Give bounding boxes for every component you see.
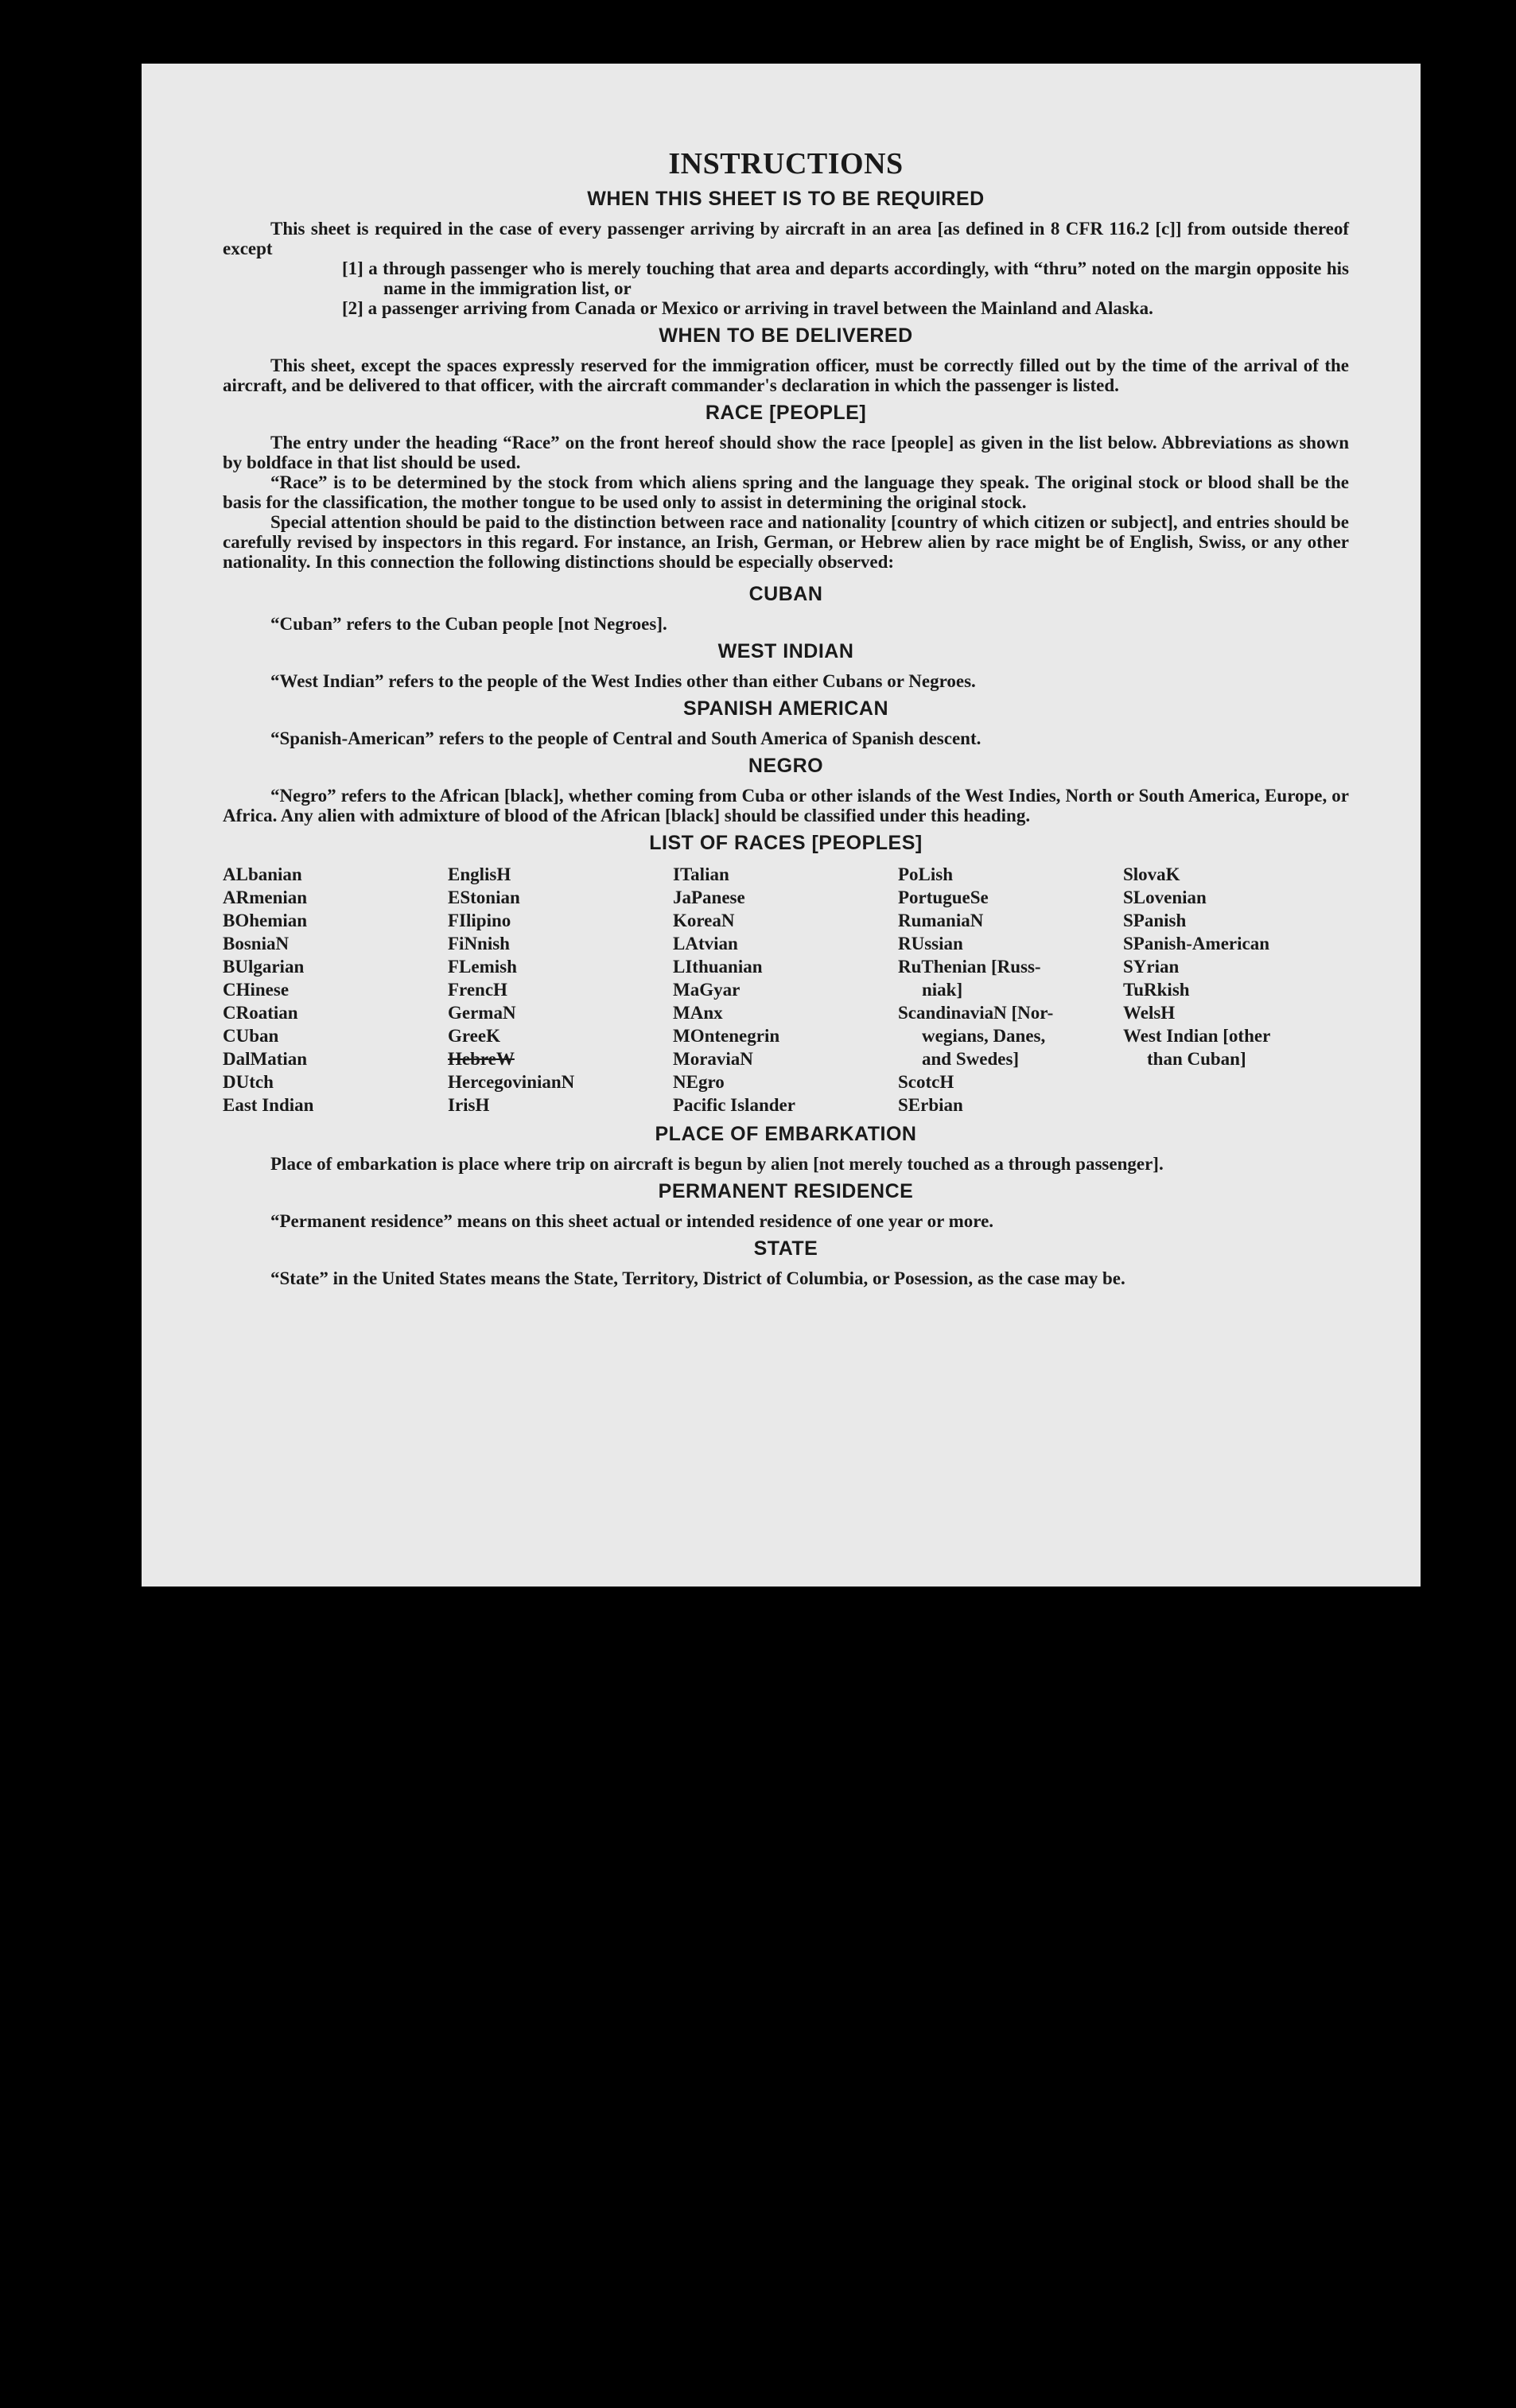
heading-cuban: CUBAN (748, 582, 823, 605)
race-paragraph-2: “Race” is to be determined by the stock from which aliens spring and the language they speak. The original stock or blood shall be the basis for the classification, the mother tongue to be used only to assist in determining the original stock. (223, 472, 1349, 512)
race-paragraph-3: Special attention should be paid to the distinction between race and nationality [country of which citizen or subject], and entries should be carefully revised by inspectors in this regard. For instance, an Irish, German, or Hebrew alien by race might be of English, Swiss, or any other nationality. In this connection the following distinctions should be especially observed: (223, 511, 1349, 572)
race-entry: SYrian (1123, 956, 1180, 977)
race-entry-continuation: wegians, Danes, (922, 1025, 1046, 1046)
state-text: “State” in the United States means the State, Territory, District of Columbia, or Posession, as the case may be. (270, 1268, 1125, 1288)
race-entry-struck: HebreW (448, 1048, 515, 1069)
race-entry: SPanish-American (1123, 933, 1269, 953)
race-entry: TuRkish (1123, 979, 1190, 1000)
race-entry: EStonian (448, 887, 520, 907)
race-entry: JaPanese (673, 887, 745, 907)
race-entry: RumaniaN (898, 910, 984, 930)
race-entry: FLemish (448, 956, 517, 977)
race-entry: ARmenian (223, 887, 308, 907)
race-entry: LIthuanian (673, 956, 763, 977)
race-entry: LAtvian (673, 933, 738, 953)
heading-when-required: WHEN THIS SHEET IS TO BE REQUIRED (587, 187, 985, 210)
race-entry: DUtch (223, 1071, 274, 1092)
races-list (223, 863, 1349, 1117)
race-entry: FrencH (448, 979, 507, 1000)
residence-text: “Permanent residence” means on this sheet actual or intended residence of one year or more. (270, 1210, 994, 1231)
race-entry: FIlipino (448, 910, 511, 930)
race-entry: GermaN (448, 1002, 516, 1023)
heading-place-of-embarkation: PLACE OF EMBARKATION (655, 1122, 917, 1145)
races-column-5 (1123, 863, 1362, 1117)
heading-permanent-residence: PERMANENT RESIDENCE (658, 1179, 914, 1202)
race-entry: KoreaN (673, 910, 735, 930)
race-entry: ScotcH (898, 1071, 954, 1092)
required-item-2: [2] a passenger arriving from Canada or Mexico or arriving in travel between the Mainland and Alaska. (342, 297, 1153, 318)
races-column-2 (448, 863, 673, 1117)
race-entry: MAnx (673, 1002, 723, 1023)
race-entry: MOntenegrin (673, 1025, 780, 1046)
race-entry: BUlgarian (223, 956, 305, 977)
west-indian-text: “West Indian” refers to the people of the West Indies other than either Cubans or Negroes. (270, 670, 976, 691)
page-title: INSTRUCTIONS (668, 147, 904, 181)
race-entry-continuation: than Cuban] (1147, 1048, 1246, 1069)
race-entry: RuThenian [Russ- (898, 956, 1041, 977)
race-entry: West Indian [other (1123, 1025, 1271, 1046)
spanish-american-text: “Spanish-American” refers to the people of Central and South America of Spanish descent. (270, 728, 982, 748)
race-paragraph-1: The entry under the heading “Race” on the front hereof should show the race [people] as given in the list below. Abbreviations as shown by boldface in that list should be used. (223, 432, 1349, 472)
instruction-sheet (142, 64, 1421, 1587)
race-entry: BosniaN (223, 933, 290, 953)
race-entry: East Indian (223, 1094, 314, 1115)
race-entry: ITalian (673, 864, 729, 884)
race-entry: WelsH (1123, 1002, 1176, 1023)
race-entry-continuation: niak] (922, 979, 963, 1000)
race-entry: MoraviaN (673, 1048, 753, 1069)
race-entry: Pacific Islander (673, 1094, 795, 1115)
race-entry: FiNnish (448, 933, 510, 953)
race-entry: PortugueSe (898, 887, 989, 907)
race-entry: CRoatian (223, 1002, 298, 1023)
race-entry-continuation: and Swedes] (922, 1048, 1020, 1069)
heading-spanish-american: SPANISH AMERICAN (682, 697, 888, 720)
required-item-1: [1] a through passenger who is merely touching that area and departs accordingly, with “thru” noted on the margin opposite his name in the immigration list, or (342, 258, 1349, 298)
race-entry: SLovenian (1123, 887, 1207, 907)
race-entry: CUban (223, 1025, 279, 1046)
heading-west-indian: WEST INDIAN (717, 639, 854, 662)
race-entry: BOhemian (223, 910, 308, 930)
race-entry: EnglisH (448, 864, 511, 884)
race-entry: SlovaK (1123, 864, 1180, 884)
race-entry: PoLish (898, 864, 954, 884)
race-entry: DalMatian (223, 1048, 308, 1069)
heading-when-delivered: WHEN TO BE DELIVERED (659, 324, 913, 347)
cuban-text: “Cuban” refers to the Cuban people [not Negroes]. (270, 613, 667, 634)
race-entry: IrisH (448, 1094, 490, 1115)
races-column-3 (673, 863, 898, 1117)
race-entry: SErbian (898, 1094, 963, 1115)
race-entry: ALbanian (223, 864, 302, 884)
race-entry: RUssian (898, 933, 963, 953)
race-entry: NEgro (673, 1071, 725, 1092)
heading-negro: NEGRO (748, 754, 824, 777)
race-entry: SPanish (1123, 910, 1187, 930)
heading-race: RACE [PEOPLE] (705, 401, 867, 424)
delivered-text: This sheet, except the spaces expressly reserved for the immigration officer, must be correctly filled out by the time of the arrival of the aircraft, and be delivered to that officer, with the aircraft commander's declaration in which the passenger is listed. (223, 355, 1349, 395)
heading-list-of-races: LIST OF RACES [PEOPLES] (649, 831, 923, 854)
race-entry: MaGyar (673, 979, 741, 1000)
heading-state: STATE (753, 1237, 818, 1260)
races-column-1 (223, 863, 448, 1117)
embarkation-text: Place of embarkation is place where trip on aircraft is begun by alien [not merely touched as a through passenger]. (270, 1153, 1164, 1174)
race-entry: HercegovinianN (448, 1071, 575, 1092)
required-intro: This sheet is required in the case of every passenger arriving by aircraft in an area [as defined in 8 CFR 116.2 [c]] from outside thereof except (223, 218, 1349, 258)
race-entry: CHinese (223, 979, 290, 1000)
race-entry: GreeK (448, 1025, 500, 1046)
negro-text: “Negro” refers to the African [black], whether coming from Cuba or other islands of the West Indies, North or South America, Europe, or Africa. Any alien with admixture of blood of the African [black] should be classified under this heading. (223, 785, 1349, 825)
races-column-4 (898, 863, 1123, 1117)
race-entry: ScandinaviaN [Nor- (898, 1002, 1054, 1023)
